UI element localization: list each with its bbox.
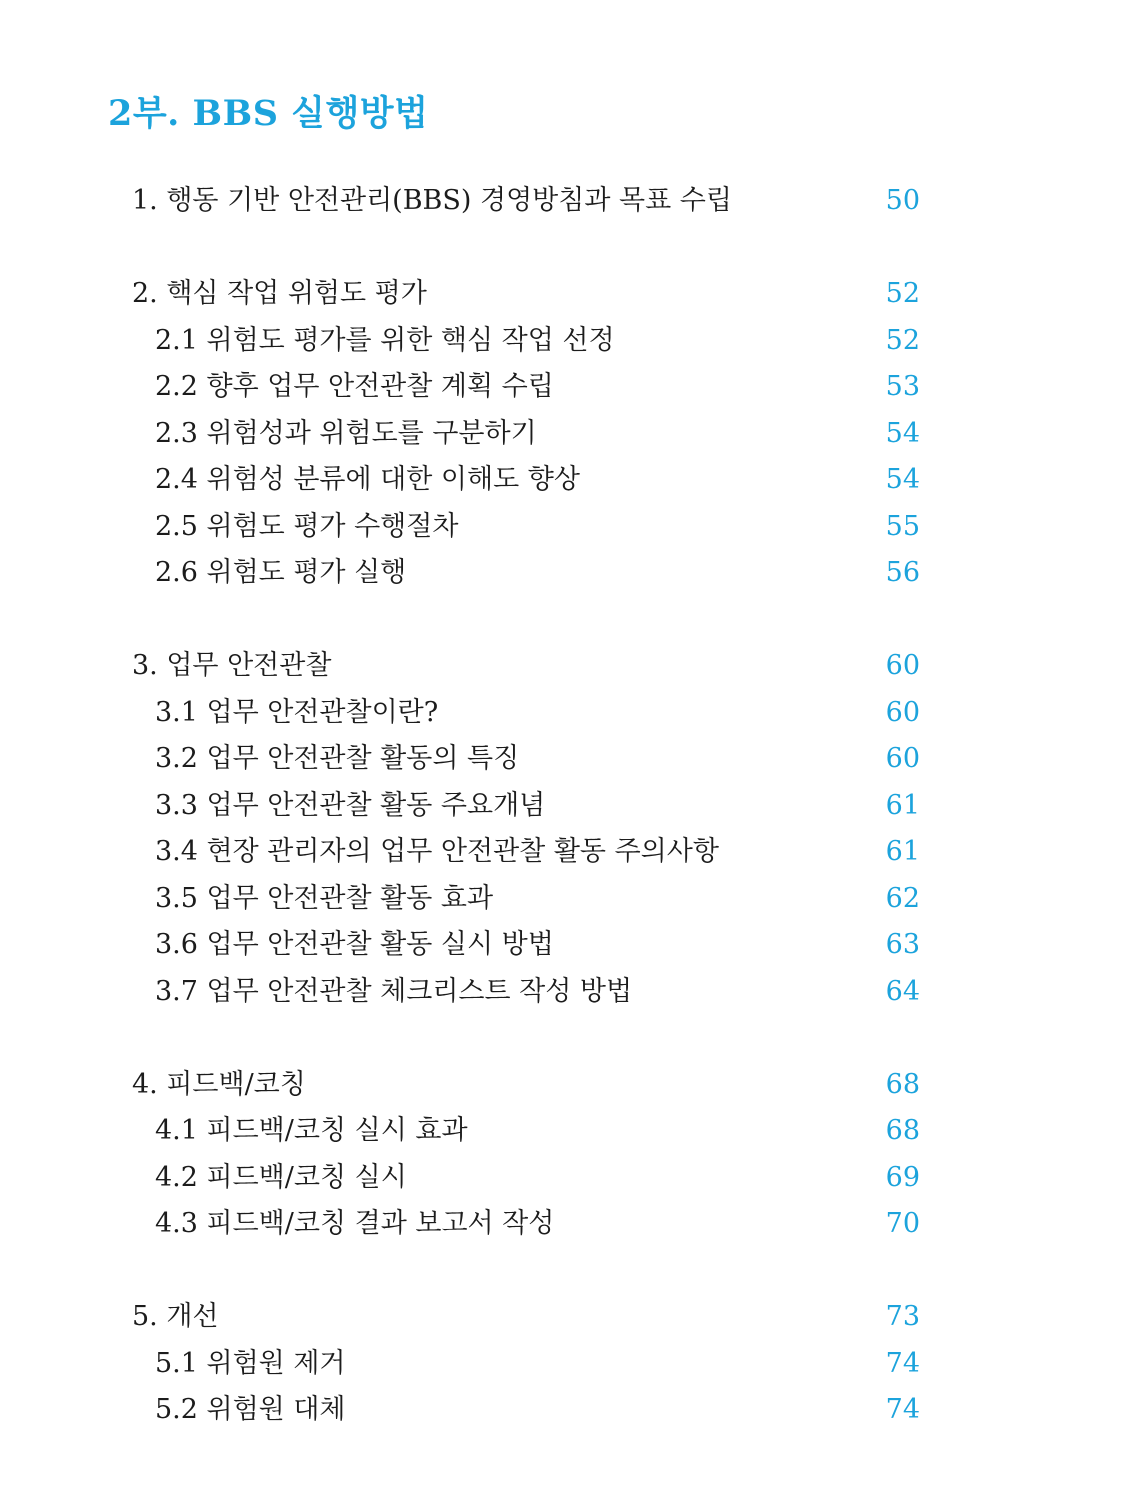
page-number: 62 [885,883,920,914]
toc-subsection-2-6[interactable] [0,553,1123,593]
subsection-title: 5.1 위험원 제거 [155,1348,346,1379]
subsection-title: 2.5 위험도 평가 수행절차 [155,511,459,542]
subsection-title: 2.6 위험도 평가 실행 [155,557,407,588]
subsection-title: 3.6 업무 안전관찰 활동 실시 방법 [155,929,554,960]
page-number: 63 [885,929,920,960]
page-number: 73 [885,1301,920,1332]
toc-section-5[interactable] [0,1297,1123,1337]
page-number: 69 [885,1162,920,1193]
section-title: 4. 피드백/코칭 [132,1069,306,1100]
page-number: 55 [885,511,920,542]
page-number: 53 [885,371,920,402]
subsection-title: 5.2 위험원 대체 [155,1394,346,1425]
toc-subsection-4-2[interactable] [0,1158,1123,1198]
toc-subsection-2-3[interactable] [0,414,1123,454]
subsection-title: 3.2 업무 안전관찰 활동의 특징 [155,743,520,774]
page-number: 52 [885,325,920,356]
toc-subsection-5-2[interactable] [0,1390,1123,1430]
subsection-title: 3.4 현장 관리자의 업무 안전관찰 활동 주의사항 [155,836,719,867]
toc-subsection-3-1[interactable] [0,693,1123,733]
toc-subsection-5-1[interactable] [0,1344,1123,1384]
toc-subsection-3-4[interactable] [0,832,1123,872]
page-number: 54 [885,464,920,495]
subsection-title: 3.3 업무 안전관찰 활동 주요개념 [155,790,546,821]
page-number: 50 [885,185,920,216]
page-number: 54 [885,418,920,449]
toc-subsection-3-7[interactable] [0,972,1123,1012]
page-number: 60 [885,697,920,728]
page-number: 70 [885,1208,920,1239]
section-title: 5. 개선 [132,1301,219,1332]
subsection-title: 2.4 위험성 분류에 대한 이해도 향상 [155,464,580,495]
page-number: 56 [885,557,920,588]
page-number: 60 [885,650,920,681]
toc-subsection-2-4[interactable] [0,460,1123,500]
toc-subsection-2-5[interactable] [0,507,1123,547]
subsection-title: 3.1 업무 안전관찰이란? [155,697,439,728]
page-number: 52 [885,278,920,309]
page-number: 68 [885,1069,920,1100]
toc-section-4[interactable] [0,1065,1123,1105]
toc-subsection-2-1[interactable] [0,321,1123,361]
subsection-title: 2.3 위험성과 위험도를 구분하기 [155,418,537,449]
subsection-title: 4.3 피드백/코칭 결과 보고서 작성 [155,1208,555,1239]
page-number: 60 [885,743,920,774]
toc-subsection-2-2[interactable] [0,367,1123,407]
toc-section-2[interactable] [0,274,1123,314]
page-number: 68 [885,1115,920,1146]
section-title: 1. 행동 기반 안전관리(BBS) 경영방침과 목표 수립 [132,185,732,216]
toc-section-1[interactable] [0,181,1123,221]
toc-subsection-3-5[interactable] [0,879,1123,919]
toc-subsection-3-2[interactable] [0,739,1123,779]
subsection-title: 4.2 피드백/코칭 실시 [155,1162,407,1193]
subsection-title: 3.5 업무 안전관찰 활동 효과 [155,883,494,914]
toc-subsection-3-3[interactable] [0,786,1123,826]
toc-section-3[interactable] [0,646,1123,686]
subsection-title: 3.7 업무 안전관찰 체크리스트 작성 방법 [155,976,633,1007]
page-number: 61 [885,836,920,867]
page-number: 74 [885,1348,920,1379]
subsection-title: 2.2 향후 업무 안전관찰 계획 수립 [155,371,554,402]
page-number: 74 [885,1394,920,1425]
section-title: 3. 업무 안전관찰 [132,650,332,681]
toc-subsection-3-6[interactable] [0,925,1123,965]
section-title: 2. 핵심 작업 위험도 평가 [132,278,427,309]
toc-subsection-4-1[interactable] [0,1111,1123,1151]
subsection-title: 2.1 위험도 평가를 위한 핵심 작업 선정 [155,325,615,356]
page-number: 64 [885,976,920,1007]
subsection-title: 4.1 피드백/코칭 실시 효과 [155,1115,468,1146]
toc-subsection-4-3[interactable] [0,1204,1123,1244]
page-title: 2부. BBS 실행방법 [108,93,429,134]
page-number: 61 [885,790,920,821]
